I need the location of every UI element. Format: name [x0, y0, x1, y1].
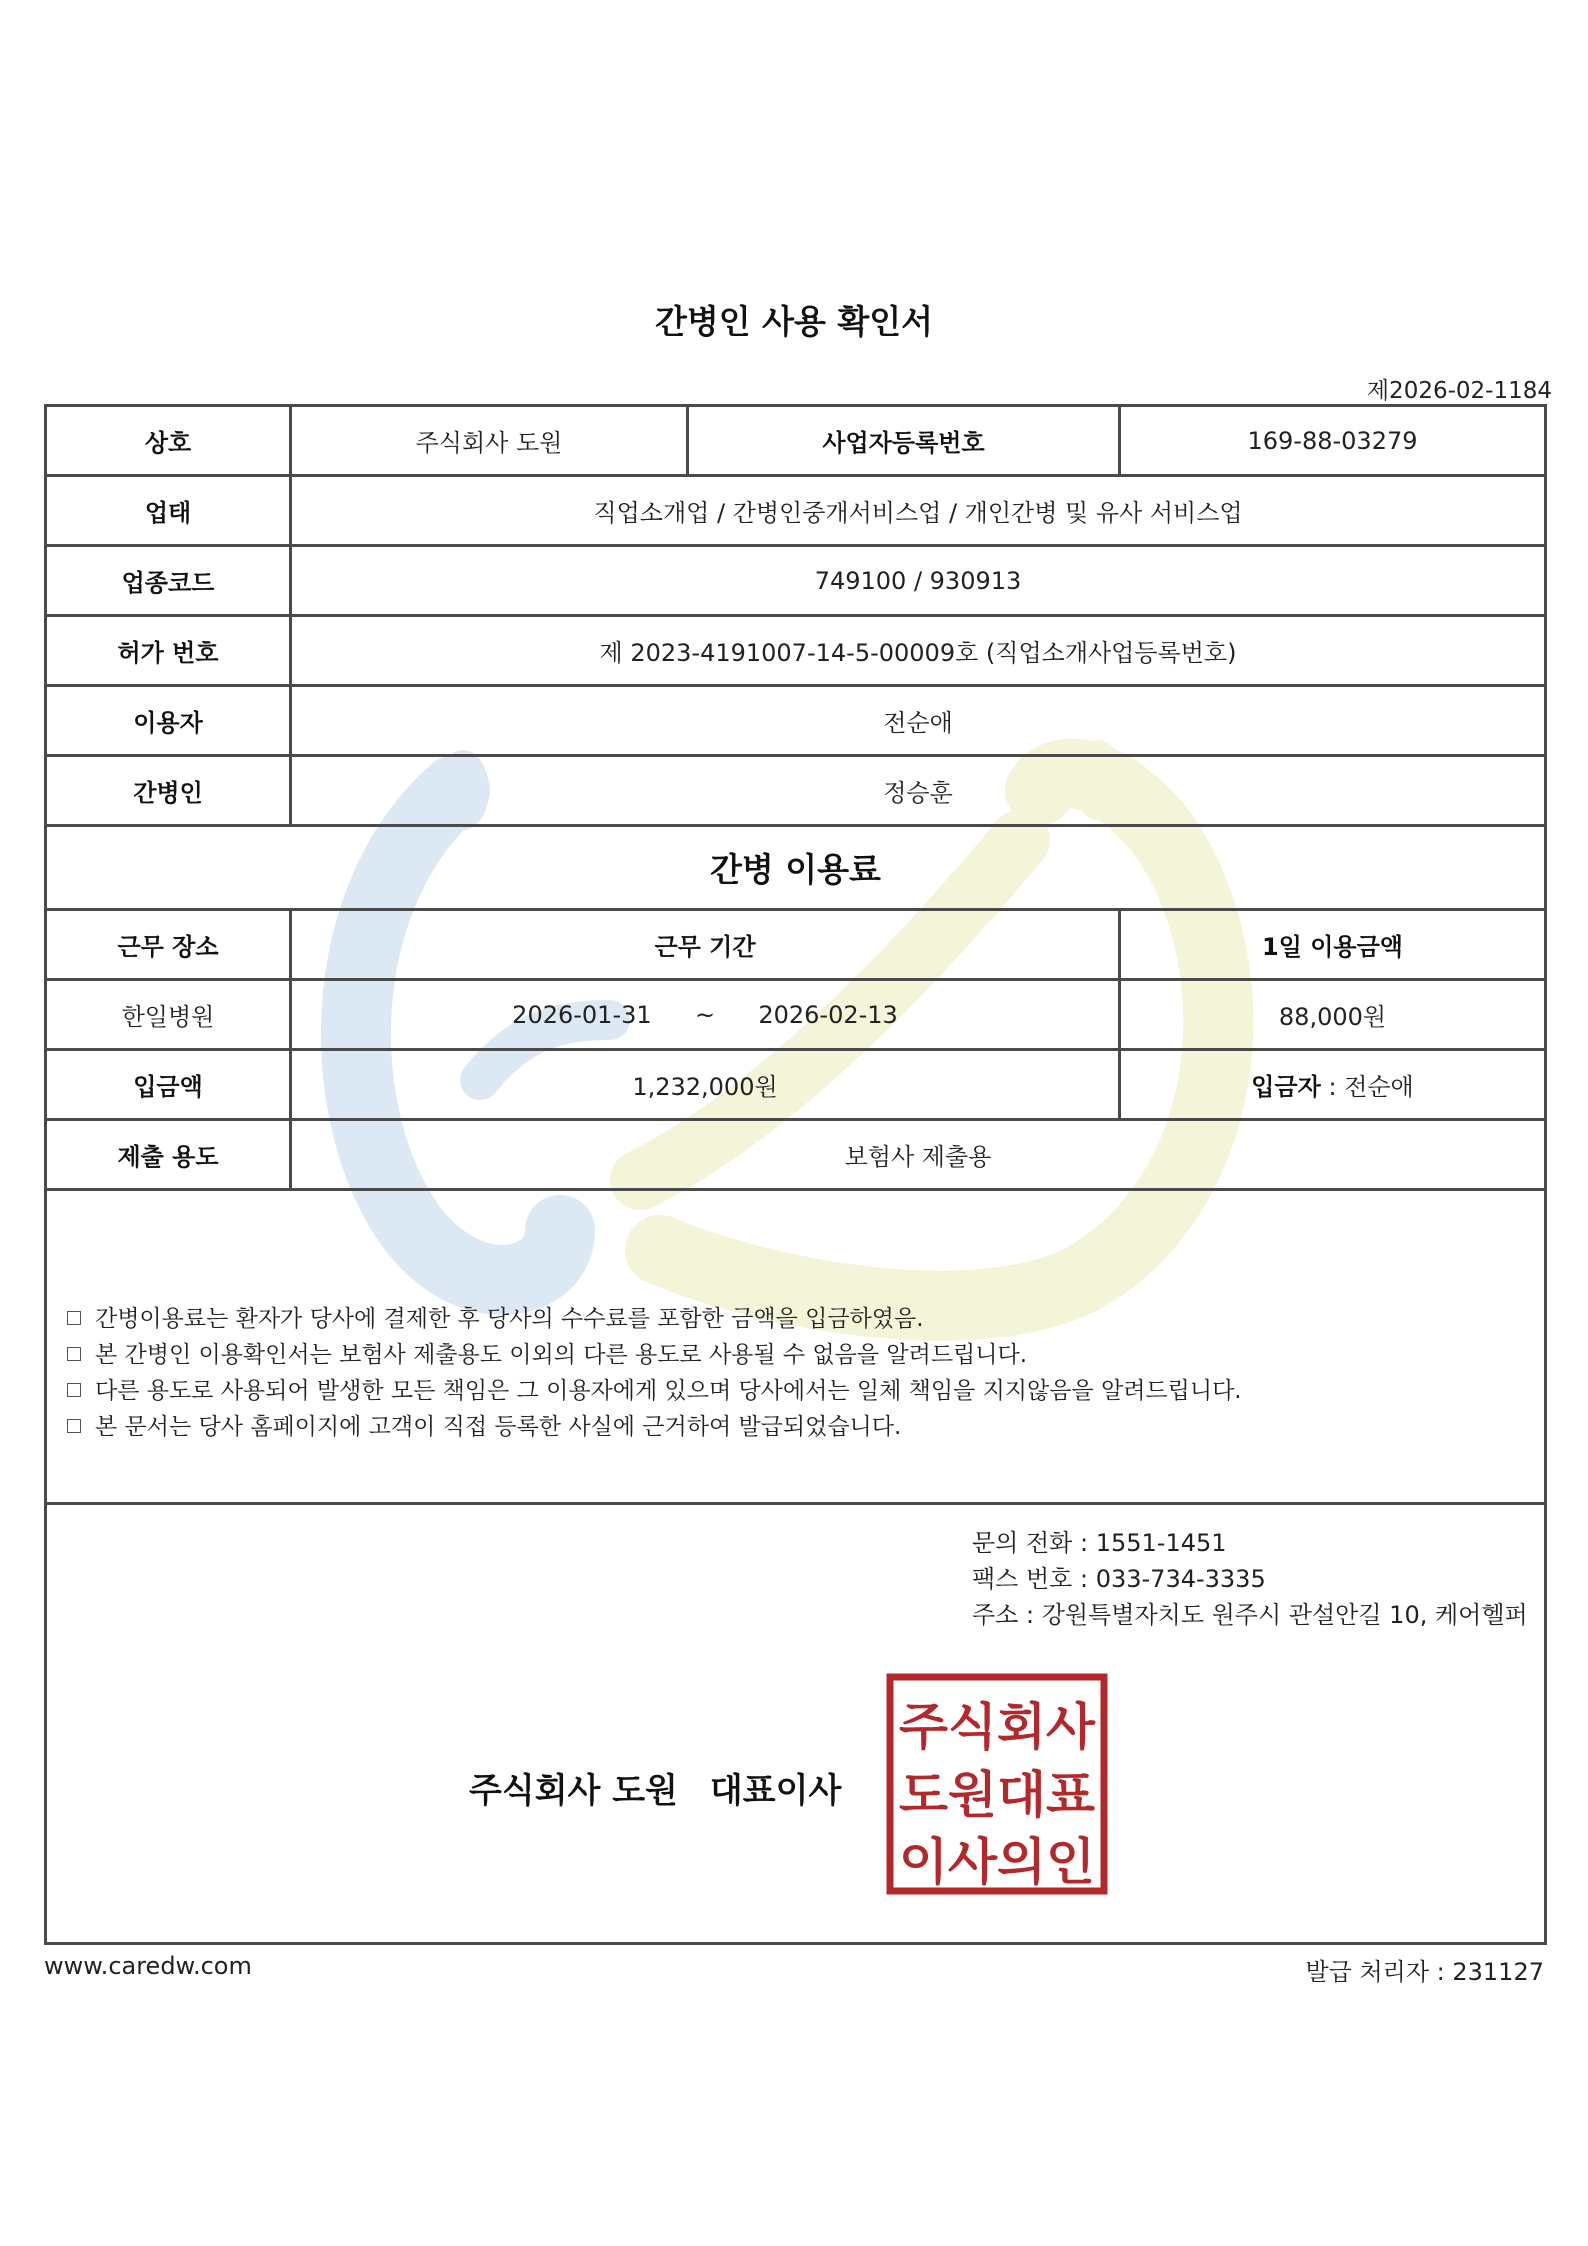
row-company: [46, 406, 1546, 476]
depositor-label: 입금자: [1251, 1073, 1321, 1101]
row-fee-values: [46, 980, 1546, 1050]
company-name-label: 상호: [46, 406, 291, 476]
contact-phone: 문의 전화 : 1551-1451: [972, 1529, 1227, 1557]
notes-cell: [46, 1190, 1546, 1504]
row-fee-headers: [46, 910, 1546, 980]
user-value: 전순애: [291, 686, 1546, 756]
row-user: [46, 686, 1546, 756]
work-place-label: 근무 장소: [46, 910, 291, 980]
daily-fee-label: 1일 이용금액: [1120, 910, 1546, 980]
note-item: 다른 용도로 사용되어 발생한 모든 책임은 그 이용자에게 있으며 당사에서는 일체 책임을 지지않음을 알려드립니다.: [67, 1373, 1524, 1409]
depositor-cell: [1120, 1050, 1546, 1120]
signature-title: 대표이사: [709, 1771, 842, 1811]
note-item: 간병이용료는 환자가 당사에 결제한 후 당사의 수수료를 포함한 금액을 입금하였음.: [67, 1301, 1524, 1337]
row-purpose: [46, 1120, 1546, 1190]
row-caregiver: [46, 756, 1546, 826]
bullet-icon: [67, 1419, 81, 1433]
issuer-info: 발급 처리자 : 231127: [1305, 1958, 1544, 1986]
biz-reg-label: 사업자등록번호: [688, 406, 1120, 476]
row-business-type: [46, 476, 1546, 546]
period-end: 2026-02-13: [758, 1000, 898, 1029]
row-fee-title: [46, 826, 1546, 910]
svg-text:이사의인: 이사의인: [899, 1833, 1095, 1891]
document-number: 제2026-02-1184: [1366, 378, 1552, 404]
company-seal-stamp: [886, 1673, 1108, 1895]
business-type-value: 직업소개업 / 간병인중개서비스업 / 개인간병 및 유사 서비스업: [291, 476, 1546, 546]
confirmation-table: [44, 404, 1547, 1945]
work-period-value: [291, 980, 1120, 1050]
fee-section-title: 간병 이용료: [46, 826, 1546, 910]
bullet-icon: [67, 1347, 81, 1361]
deposit-value: 1,232,000원: [291, 1050, 1120, 1120]
signature-company: 주식회사 도원: [469, 1771, 678, 1811]
period-separator: ~: [694, 1000, 716, 1029]
user-label: 이용자: [46, 686, 291, 756]
work-period-label: 근무 기간: [291, 910, 1120, 980]
industry-code-value: 749100 / 930913: [291, 546, 1546, 616]
contact-address: 주소 : 강원특별자치도 원주시 관설안길 10, 케어헬퍼: [972, 1601, 1528, 1629]
note-item: 본 문서는 당사 홈페이지에 고객이 직접 등록한 사실에 근거하여 발급되었습니다.: [67, 1409, 1524, 1445]
svg-text:도원대표: 도원대표: [899, 1766, 1096, 1824]
daily-fee-value: 88,000원: [1120, 980, 1546, 1050]
website-link[interactable]: www.caredw.com: [44, 1952, 252, 1980]
caregiver-value: 정승훈: [291, 756, 1546, 826]
row-signature: [46, 1504, 1546, 1944]
license-label: 허가 번호: [46, 616, 291, 686]
bullet-icon: [67, 1383, 81, 1397]
note-item: 본 간병인 이용확인서는 보험사 제출용도 이외의 다른 용도로 사용될 수 없음을 알려드립니다.: [67, 1337, 1524, 1373]
work-place-value: 한일병원: [46, 980, 291, 1050]
purpose-label: 제출 용도: [46, 1120, 291, 1190]
row-license: [46, 616, 1546, 686]
row-industry-code: [46, 546, 1546, 616]
industry-code-label: 업종코드: [46, 546, 291, 616]
contact-info: [972, 1525, 1528, 1633]
signature-cell: [46, 1504, 1546, 1944]
biz-reg-value: 169-88-03279: [1120, 406, 1546, 476]
row-deposit: [46, 1050, 1546, 1120]
document-title: 간병인 사용 확인서: [654, 302, 933, 341]
deposit-label: 입금액: [46, 1050, 291, 1120]
depositor-separator: :: [1328, 1073, 1337, 1101]
business-type-label: 업태: [46, 476, 291, 546]
caregiver-label: 간병인: [46, 756, 291, 826]
bullet-icon: [67, 1311, 81, 1325]
period-start: 2026-01-31: [512, 1000, 652, 1029]
row-notes: [46, 1190, 1546, 1504]
license-value: 제 2023-4191007-14-5-00009호 (직업소개사업등록번호): [291, 616, 1546, 686]
contact-fax: 팩스 번호 : 033-734-3335: [972, 1565, 1266, 1593]
company-name-value: 주식회사 도원: [291, 406, 688, 476]
purpose-value: 보험사 제출용: [291, 1120, 1546, 1190]
signature-text: [469, 1763, 841, 1812]
depositor-name: 전순애: [1344, 1073, 1414, 1101]
svg-text:주식회사: 주식회사: [899, 1698, 1096, 1756]
